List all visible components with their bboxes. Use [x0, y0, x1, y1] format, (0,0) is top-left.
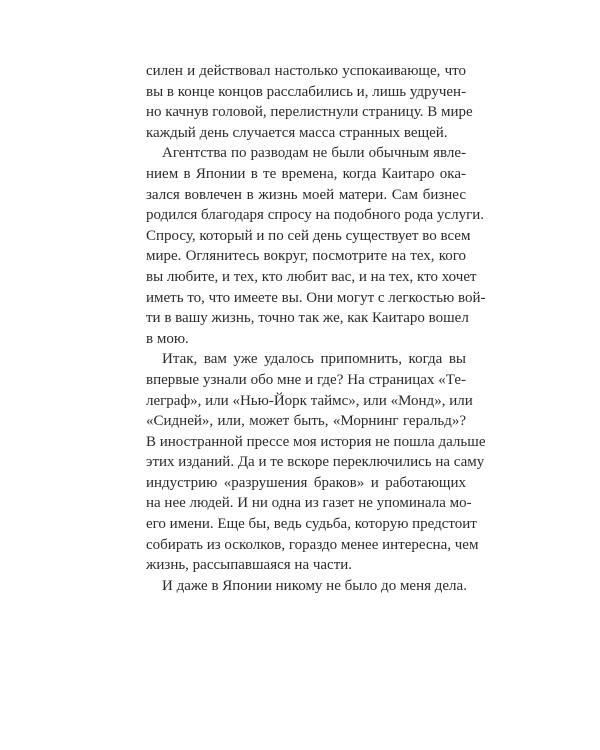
- body-text: [146, 61, 486, 596]
- text-line: впервые узнали обо мне и где? На страницах «Те-: [146, 371, 466, 388]
- text-line: «Сидней», или, может быть, «Морнинг геральд»?: [146, 413, 466, 430]
- text-line: ти в вашу жизнь, точно так же, как Каитаро вошел: [146, 310, 469, 327]
- text-line: В иностранной прессе моя история не пошла дальше: [146, 433, 486, 450]
- text-line: И даже в Японии никому не было до меня дела.: [162, 577, 467, 594]
- text-line: каждый день случается масса странных вещей.: [146, 124, 448, 141]
- text-line: его имени. Еще бы, ведь судьба, которую предстоит: [146, 516, 477, 533]
- text-line: этих изданий. Да и те вскоре переключились на саму: [146, 454, 485, 471]
- text-line: родился благодаря спросу на подобного рода услуги.: [146, 207, 485, 224]
- text-line: Итак, вам уже удалось припомнить, когда вы: [162, 351, 466, 368]
- text-line: леграф», или «Нью-Йорк таймс», или «Монд», или: [146, 392, 473, 409]
- text-line: Агентства по разводам не были обычным явле-: [162, 145, 466, 162]
- text-line: на нее людей. И ни одна из газет не упоминала мо-: [146, 495, 472, 512]
- text-line: но качнув головой, перелистнули страницу. В мире: [146, 104, 473, 121]
- text-line: индустрию «разрушения браков» и работающих: [146, 474, 466, 491]
- text-line: мире. Оглянитесь вокруг, посмотрите на тех, кого: [146, 248, 466, 265]
- text-line: вы любите, и тех, кто любит вас, и на тех, кто хочет: [146, 268, 477, 285]
- text-line: в мою.: [146, 330, 189, 347]
- text-line: вы в конце концов расслабились и, лишь удручен-: [146, 83, 467, 100]
- text-line: собирать из осколков, гораздо менее интересна, чем: [146, 536, 479, 553]
- text-line: иметь то, что имеете вы. Они могут с легкостью вой-: [146, 289, 486, 306]
- text-line: Спросу, который и по сей день существует во всем: [146, 227, 471, 244]
- text-line: нием в Японии в те времена, когда Каитаро ока-: [146, 165, 466, 182]
- text-line: зался вовлечен в жизнь моей матери. Сам бизнес: [146, 186, 466, 203]
- text-line: силен и действовал настолько успокаивающе, что: [146, 63, 466, 79]
- text-line: жизнь, рассыпавшаяся на части.: [146, 557, 353, 574]
